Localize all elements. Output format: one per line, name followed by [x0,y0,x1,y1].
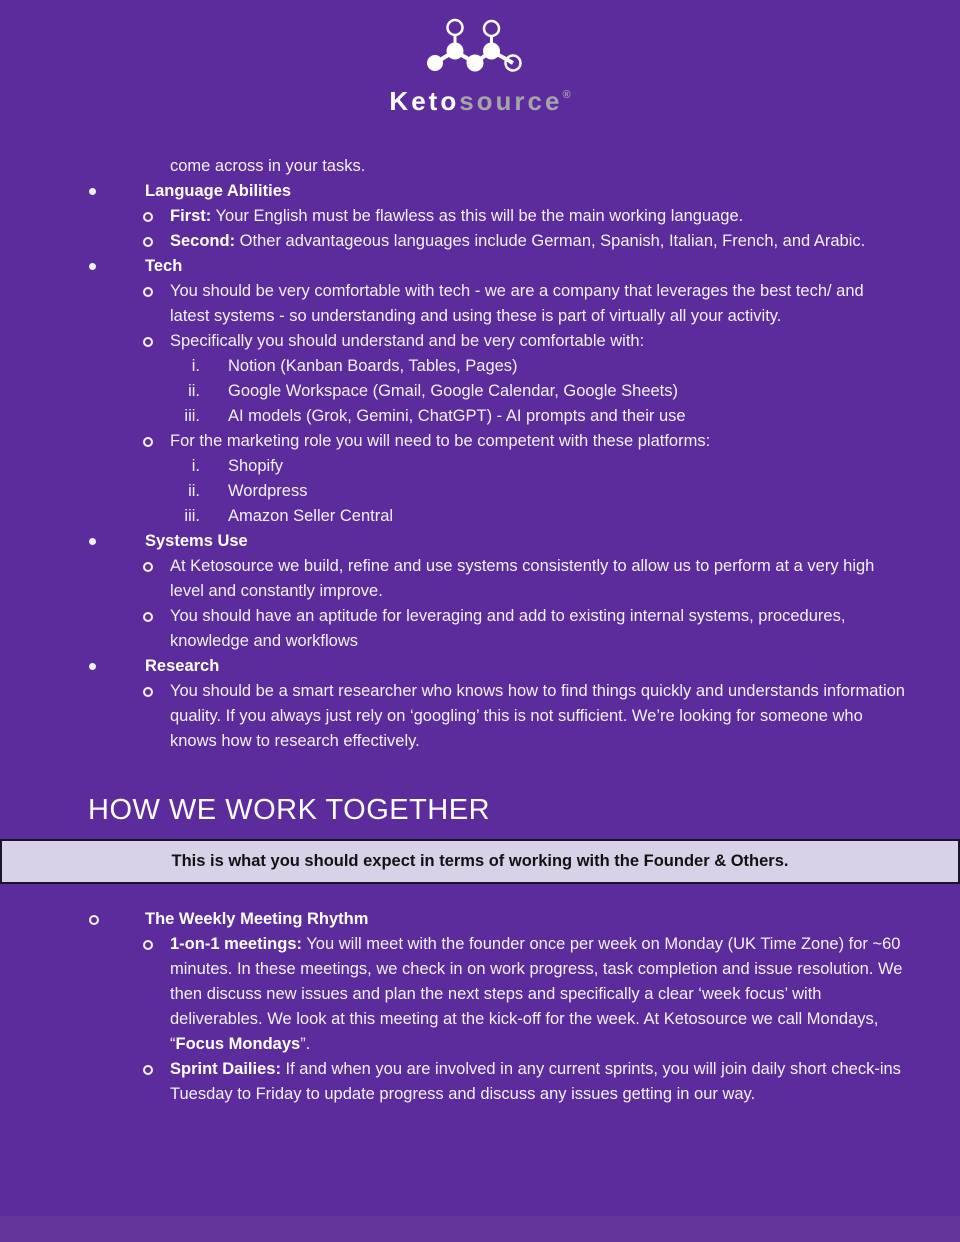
list-item-tool-notion: i. Notion (Kanban Boards, Tables, Pages) [0,354,960,379]
list-item-systems-build: At Ketosource we build, refine and use systems consistently to allow us to perform at a very high level and constantly improve. [0,554,960,604]
expectation-banner [0,839,960,884]
list-item-platform-wordpress: ii. Wordpress [0,479,960,504]
circle-bullet-icon [143,687,153,697]
circle-bullet-icon [143,287,153,297]
banner-text: This is what you should expect in terms of working with the Founder & Others. [171,852,789,870]
list-item-one-on-one-meetings: 1-on-1 meetings: You will meet with the founder once per week on Monday (UK Time Zone) for ~60 minutes. In these meetings, we check in on work progress, task completion and issue resolution. We then discuss new issues and plan the next steps and specifically a clear ‘week focus’ with deliverables. We look at this meeting at the kick-off for the week. At Ketosource we call Mondays, “Focus Mondays”. [0,932,960,1057]
roman-numeral: ii. [188,482,200,500]
logo-wordmark [0,78,960,118]
molecule-logo-icon [420,16,540,76]
list-item-tech-marketing: For the marketing role you will need to be competent with these platforms: [0,429,960,454]
list-item-language-first: First: Your English must be flawless as this will be the main working language. [0,204,960,229]
section-heading: HOW WE WORK TOGETHER [88,794,491,826]
roman-numeral: i. [191,457,200,475]
roman-numeral: iii. [184,507,200,525]
circle-bullet-icon [143,437,153,447]
ketosource-logo [0,0,960,118]
list-item-tech-specifically: Specifically you should understand and be very comfortable with: [0,329,960,354]
circle-bullet-icon [143,612,153,622]
roman-numeral: ii. [188,382,200,400]
list-item-tool-ai-models: iii. AI models (Grok, Gemini, ChatGPT) - AI prompts and their use [0,404,960,429]
list-item-tool-google-workspace: ii. Google Workspace (Gmail, Google Calendar, Google Sheets) [0,379,960,404]
requirements-list [0,154,960,754]
circle-bullet-icon [143,1065,153,1075]
list-item-research-smart: You should be a smart researcher who knows how to find things quickly and understands information quality. If you always just rely on ‘googling’ this is not sufficient. We’re looking for someone who knows how to research effectively. [0,679,960,754]
continuation-line: come across in your tasks. [170,157,366,175]
list-item-language-abilities: Language Abilities [0,179,960,204]
logo-source: source [459,86,563,116]
page-bottom-strip [0,1216,960,1242]
bullet-icon [89,663,96,670]
circle-bullet-icon [143,562,153,572]
list-item-systems-aptitude: You should have an aptitude for leveraging and add to existing internal systems, procedures, knowledge and workflows [0,604,960,654]
bullet-icon [89,263,96,270]
list-item-platform-amazon: iii. Amazon Seller Central [0,504,960,529]
list-item-research: Research [0,654,960,679]
list-item-language-second: Second: Other advantageous languages include German, Spanish, Italian, French, and Arabic. [0,229,960,254]
circle-bullet-icon [89,915,99,925]
list-item-systems-use: Systems Use [0,529,960,554]
circle-bullet-icon [143,940,153,950]
circle-bullet-icon [143,237,153,247]
list-item-platform-shopify: i. Shopify [0,454,960,479]
registered-trademark-symbol: ® [562,89,571,101]
circle-bullet-icon [143,212,153,222]
list-item-tech: Tech [0,254,960,279]
bullet-icon [89,188,96,195]
circle-bullet-icon [143,337,153,347]
bullet-icon [89,538,96,545]
logo-keto: Keto [389,86,460,116]
list-item-tech-comfortable: You should be very comfortable with tech - we are a company that leverages the best tech/ and latest systems - so understanding and using these is part of virtually all your activity. [0,279,960,329]
roman-numeral: iii. [184,407,200,425]
list-item-sprint-dailies: Sprint Dailies: If and when you are involved in any current sprints, you will join daily short check-ins Tuesday to Friday to update progress and discuss any issues getting in our way. [0,1057,960,1107]
roman-numeral: i. [191,357,200,375]
list-item-weekly-meeting-rhythm: The Weekly Meeting Rhythm [0,907,960,932]
how-we-work-list [0,907,960,1107]
